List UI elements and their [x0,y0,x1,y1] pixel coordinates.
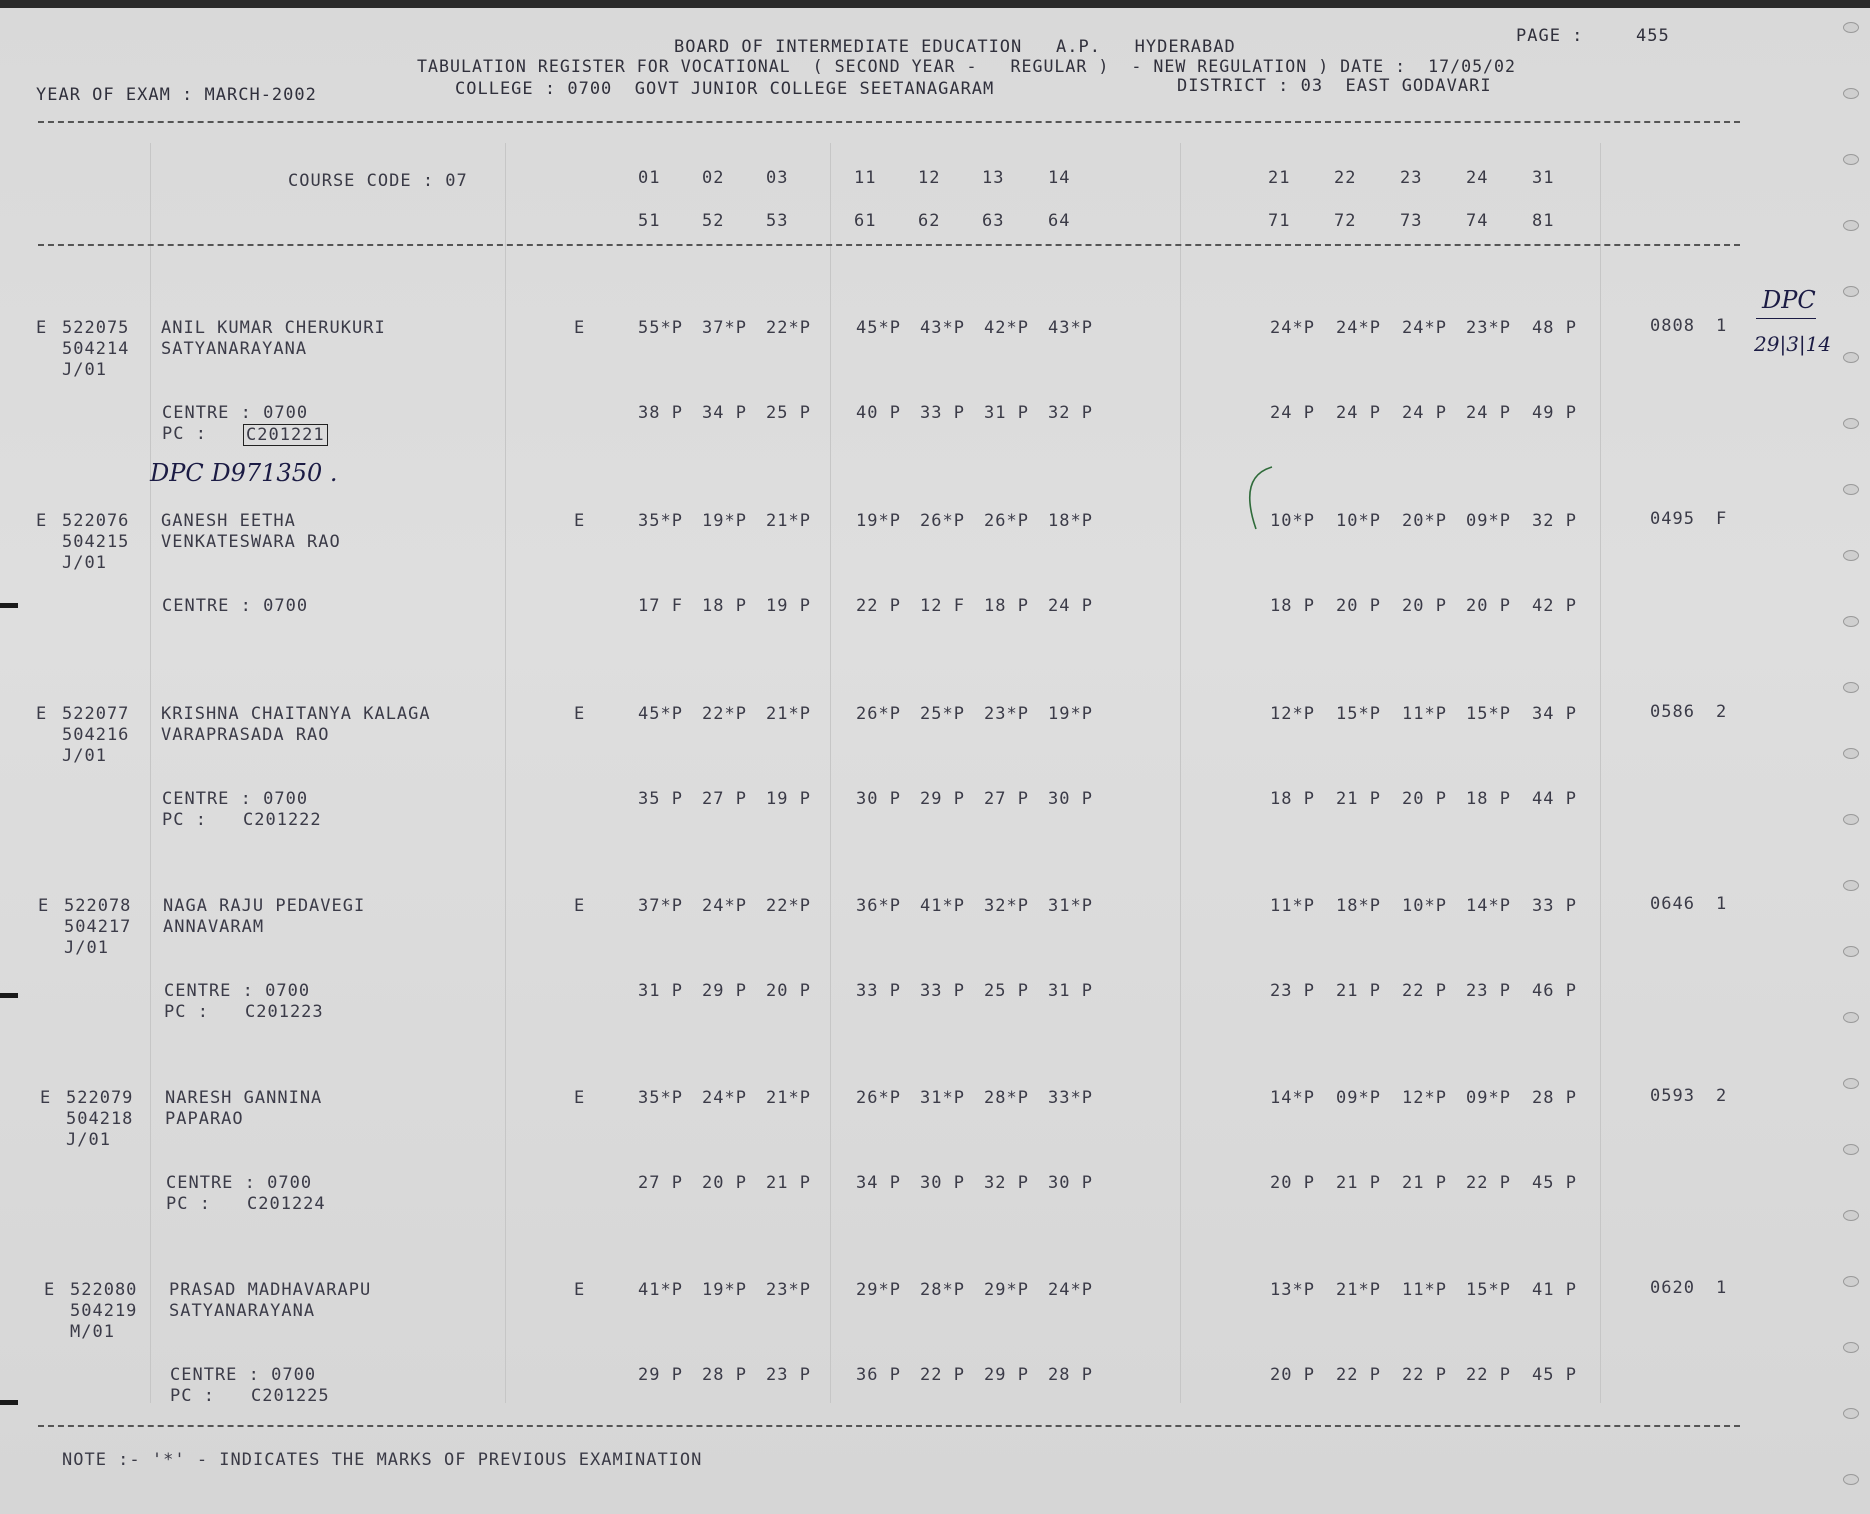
father-name: SATYANARAYANA [169,1301,316,1321]
medium: E [574,1280,586,1300]
mark: 29 P [984,1365,1029,1385]
mark: 29*P [984,1280,1029,1300]
column-code: 31 [1532,168,1555,188]
record-type: E [36,511,48,531]
handwritten-annotation: DPC D971350 . [150,459,338,487]
binder-hole [1843,682,1859,693]
mark: 25*P [920,704,965,724]
column-code: 52 [702,211,725,231]
pc-label: PC : [162,424,207,444]
result-code: 2 [1716,702,1728,722]
mark: 24 P [1048,596,1093,616]
binder-hole [1843,352,1859,363]
student-name: NAGA RAJU PEDAVEGI [163,896,366,916]
column-code: 24 [1466,168,1489,188]
column-code: 53 [766,211,789,231]
mark: 29 P [638,1365,683,1385]
centre-code: CENTRE : 0700 [170,1365,317,1385]
pc-label: PC : [166,1194,211,1214]
mark: 23 P [766,1365,811,1385]
mark: 15*P [1466,704,1511,724]
binder-hole [1843,1078,1859,1089]
mark: 21 P [1402,1173,1447,1193]
mark: 26*P [856,704,901,724]
student-name: NARESH GANNINA [165,1088,323,1108]
mark: 20 P [1402,596,1447,616]
mark: 22 P [920,1365,965,1385]
mark: 31 P [984,403,1029,423]
registration-number: 522077 [62,704,130,724]
mark: 41*P [920,896,965,916]
binder-hole [1843,1342,1859,1353]
column-code: 71 [1268,211,1291,231]
mark: 27 P [702,789,747,809]
mark: 22*P [702,704,747,724]
mark: 33 P [856,981,901,1001]
mark: 37*P [638,896,683,916]
mark: 32*P [984,896,1029,916]
mark: 21 P [766,1173,811,1193]
mark: 21*P [766,704,811,724]
mark: 15*P [1336,704,1381,724]
mark: 21*P [766,1088,811,1108]
mark: 18 P [1270,596,1315,616]
column-code: 13 [982,168,1005,188]
column-code: 14 [1048,168,1071,188]
mark: 24 P [1270,403,1315,423]
medium: E [574,1088,586,1108]
mark: 29 P [920,789,965,809]
centre-code: CENTRE : 0700 [162,403,309,423]
medium: E [574,511,586,531]
mark: 45*P [856,318,901,338]
pc-label: PC : [170,1386,215,1406]
mark: 22 P [1336,1365,1381,1385]
handwritten-date: 29|3|14 [1754,332,1832,356]
registration-number: 522075 [62,318,130,338]
mark: 25 P [984,981,1029,1001]
group-code: M/01 [70,1322,115,1342]
mark: 12*P [1270,704,1315,724]
binder-hole [1843,88,1859,99]
mark: 12*P [1402,1088,1447,1108]
mark: 45 P [1532,1173,1577,1193]
centre-code: CENTRE : 0700 [162,596,309,616]
handwritten-note: DPC [1762,286,1816,314]
mark: 18*P [1048,511,1093,531]
binder-hole [1843,286,1859,297]
pc-label: PC : [162,810,207,830]
mark: 14*P [1270,1088,1315,1108]
mark: 55*P [638,318,683,338]
mark: 21 P [1336,789,1381,809]
mark: 29 P [702,981,747,1001]
mark: 48 P [1532,318,1577,338]
column-code: 72 [1334,211,1357,231]
mark: 28 P [1532,1088,1577,1108]
column-rule [830,143,831,1403]
divider [38,1425,1740,1427]
mark: 20 P [766,981,811,1001]
result-code: 1 [1716,894,1728,914]
total-marks: 0808 [1650,316,1695,336]
mark: 24*P [702,896,747,916]
mark: 23 P [1270,981,1315,1001]
mark: 33 P [920,403,965,423]
column-code: 61 [854,211,877,231]
binder-hole [1843,946,1859,957]
column-rule [505,143,506,1403]
binder-clip [0,1400,18,1405]
column-code: 11 [854,168,877,188]
binder-hole [1843,154,1859,165]
course-code: COURSE CODE : 07 [288,171,468,191]
column-rule [1600,143,1601,1403]
column-rule [1180,143,1181,1403]
mark: 10*P [1336,511,1381,531]
father-name: VARAPRASADA RAO [161,725,330,745]
mark: 14*P [1466,896,1511,916]
mark: 38 P [638,403,683,423]
mark: 12 F [920,596,965,616]
mark: 42*P [984,318,1029,338]
district-line: DISTRICT : 03 EAST GODAVARI [1177,76,1492,96]
binder-hole [1843,1144,1859,1155]
mark: 19 P [766,789,811,809]
mark: 34 P [702,403,747,423]
mark: 18 P [984,596,1029,616]
total-marks: 0495 [1650,509,1695,529]
mark: 45 P [1532,1365,1577,1385]
mark: 28 P [1048,1365,1093,1385]
mark: 42 P [1532,596,1577,616]
binder-clip [0,993,18,998]
binder-hole [1843,880,1859,891]
mark: 41*P [638,1280,683,1300]
mark: 20*P [1402,511,1447,531]
column-code: 63 [982,211,1005,231]
binder-hole [1843,1408,1859,1419]
mark: 11*P [1402,1280,1447,1300]
mark: 23*P [766,1280,811,1300]
mark: 22 P [1466,1173,1511,1193]
binder-hole [1843,220,1859,231]
binder-hole [1843,418,1859,429]
mark: 22*P [766,318,811,338]
mark: 20 P [702,1173,747,1193]
pc-number: C201225 [251,1386,330,1406]
mark: 30 P [1048,789,1093,809]
hall-ticket-number: 504215 [62,532,130,552]
medium: E [574,704,586,724]
mark: 18*P [1336,896,1381,916]
mark: 40 P [856,403,901,423]
father-name: SATYANARAYANA [161,339,308,359]
mark: 49 P [1532,403,1577,423]
column-code: 74 [1466,211,1489,231]
mark: 09*P [1466,511,1511,531]
result-code: 1 [1716,316,1728,336]
mark: 21*P [1336,1280,1381,1300]
mark: 24 P [1336,403,1381,423]
mark: 22 P [1402,1365,1447,1385]
record-type: E [36,704,48,724]
result-code: 1 [1716,1278,1728,1298]
mark: 43*P [1048,318,1093,338]
mark: 10*P [1402,896,1447,916]
board-title: BOARD OF INTERMEDIATE EDUCATION A.P. HYDERABAD [674,37,1236,57]
mark: 22*P [766,896,811,916]
college-line: COLLEGE : 0700 GOVT JUNIOR COLLEGE SEETANAGARAM [455,79,995,99]
student-name: ANIL KUMAR CHERUKURI [161,318,386,338]
total-marks: 0586 [1650,702,1695,722]
page-number: 455 [1636,26,1670,46]
column-code: 81 [1532,211,1555,231]
mark: 36 P [856,1365,901,1385]
mark: 35*P [638,1088,683,1108]
group-code: J/01 [64,938,109,958]
pc-number: C201223 [245,1002,324,1022]
pc-number: C201224 [247,1194,326,1214]
centre-code: CENTRE : 0700 [164,981,311,1001]
mark: 24*P [702,1088,747,1108]
medium: E [574,896,586,916]
page-label: PAGE : [1516,26,1584,46]
binder-hole [1843,814,1859,825]
mark: 24*P [1402,318,1447,338]
mark: 33*P [1048,1088,1093,1108]
mark: 31*P [920,1088,965,1108]
result-code: 2 [1716,1086,1728,1106]
mark: 19*P [856,511,901,531]
mark: 43*P [920,318,965,338]
registration-number: 522078 [64,896,132,916]
mark: 20 P [1270,1173,1315,1193]
mark: 27 P [638,1173,683,1193]
record-type: E [36,318,48,338]
column-code: 73 [1400,211,1423,231]
binder-hole [1843,1276,1859,1287]
mark: 17 F [638,596,683,616]
binder-hole [1843,1474,1859,1485]
medium: E [574,318,586,338]
mark: 28 P [702,1365,747,1385]
column-code: 51 [638,211,661,231]
mark: 45*P [638,704,683,724]
mark: 25 P [766,403,811,423]
column-code: 03 [766,168,789,188]
mark: 20 P [1402,789,1447,809]
group-code: J/01 [66,1130,111,1150]
column-code: 21 [1268,168,1291,188]
mark: 31 P [638,981,683,1001]
hall-ticket-number: 504217 [64,917,132,937]
father-name: VENKATESWARA RAO [161,532,341,552]
mark: 36*P [856,896,901,916]
column-rule [150,143,151,1403]
registration-number: 522080 [70,1280,138,1300]
mark: 46 P [1532,981,1577,1001]
hall-ticket-number: 504216 [62,725,130,745]
mark: 31 P [1048,981,1093,1001]
handwritten-underline [1756,318,1816,319]
mark: 20 P [1336,596,1381,616]
mark: 24 P [1466,403,1511,423]
mark: 19*P [702,511,747,531]
mark: 30 P [920,1173,965,1193]
group-code: J/01 [62,360,107,380]
binder-hole [1843,22,1859,33]
mark: 32 P [1532,511,1577,531]
record-type: E [44,1280,56,1300]
column-code: 01 [638,168,661,188]
mark: 21*P [766,511,811,531]
record-type: E [38,896,50,916]
mark: 24 P [1402,403,1447,423]
footnote: NOTE :- '*' - INDICATES THE MARKS OF PREVIOUS EXAMINATION [62,1450,703,1470]
mark: 22 P [1402,981,1447,1001]
column-code: 22 [1334,168,1357,188]
mark: 22 P [1466,1365,1511,1385]
pc-number: C201222 [243,810,322,830]
register-sheet [0,8,1870,1514]
mark: 30 P [1048,1173,1093,1193]
hall-ticket-number: 504218 [66,1109,134,1129]
group-code: J/01 [62,746,107,766]
binder-hole [1843,550,1859,561]
mark: 18 P [1270,789,1315,809]
mark: 28*P [984,1088,1029,1108]
binder-hole [1843,748,1859,759]
binder-hole [1843,616,1859,627]
mark: 22 P [856,596,901,616]
register-title: TABULATION REGISTER FOR VOCATIONAL ( SECOND YEAR - REGULAR ) - NEW REGULATION ) DATE : 17/05/02 [417,57,1517,76]
mark: 21 P [1336,981,1381,1001]
mark: 18 P [1466,789,1511,809]
mark: 21 P [1336,1173,1381,1193]
mark: 34 P [856,1173,901,1193]
mark: 35*P [638,511,683,531]
mark: 09*P [1336,1088,1381,1108]
divider [38,244,1740,246]
mark: 11*P [1402,704,1447,724]
mark: 35 P [638,789,683,809]
mark: 26*P [984,511,1029,531]
student-name: PRASAD MADHAVARAPU [169,1280,372,1300]
total-marks: 0620 [1650,1278,1695,1298]
mark: 33 P [1532,896,1577,916]
total-marks: 0646 [1650,894,1695,914]
binder-hole [1843,1012,1859,1023]
mark: 19*P [1048,704,1093,724]
group-code: J/01 [62,553,107,573]
column-code: 02 [702,168,725,188]
mark: 20 P [1270,1365,1315,1385]
column-code: 64 [1048,211,1071,231]
mark: 41 P [1532,1280,1577,1300]
mark: 09*P [1466,1088,1511,1108]
mark: 23 P [1466,981,1511,1001]
mark: 20 P [1466,596,1511,616]
mark: 26*P [856,1088,901,1108]
mark: 19*P [702,1280,747,1300]
mark: 24*P [1336,318,1381,338]
mark: 24*P [1270,318,1315,338]
mark: 44 P [1532,789,1577,809]
total-marks: 0593 [1650,1086,1695,1106]
pc-number: C201221 [243,424,328,446]
mark: 15*P [1466,1280,1511,1300]
centre-code: CENTRE : 0700 [162,789,309,809]
binder-hole [1843,1210,1859,1221]
centre-code: CENTRE : 0700 [166,1173,313,1193]
mark: 24*P [1048,1280,1093,1300]
father-name: ANNAVARAM [163,917,265,937]
mark: 23*P [984,704,1029,724]
divider [38,121,1740,123]
registration-number: 522079 [66,1088,134,1108]
mark: 32 P [1048,403,1093,423]
hall-ticket-number: 504214 [62,339,130,359]
mark: 33 P [920,981,965,1001]
year-of-exam: YEAR OF EXAM : MARCH-2002 [36,85,317,105]
mark: 10*P [1270,511,1315,531]
hall-ticket-number: 504219 [70,1301,138,1321]
mark: 31*P [1048,896,1093,916]
mark: 27 P [984,789,1029,809]
mark: 30 P [856,789,901,809]
green-pen-mark [1240,463,1280,533]
father-name: PAPARAO [165,1109,244,1129]
mark: 32 P [984,1173,1029,1193]
mark: 34 P [1532,704,1577,724]
column-code: 62 [918,211,941,231]
binder-hole [1843,484,1859,495]
mark: 19 P [766,596,811,616]
result-code: F [1716,509,1728,529]
mark: 23*P [1466,318,1511,338]
mark: 13*P [1270,1280,1315,1300]
binder-clip [0,603,18,608]
registration-number: 522076 [62,511,130,531]
column-code: 12 [918,168,941,188]
record-type: E [40,1088,52,1108]
mark: 26*P [920,511,965,531]
mark: 29*P [856,1280,901,1300]
pc-label: PC : [164,1002,209,1022]
mark: 28*P [920,1280,965,1300]
mark: 37*P [702,318,747,338]
student-name: GANESH EETHA [161,511,296,531]
mark: 18 P [702,596,747,616]
student-name: KRISHNA CHAITANYA KALAGA [161,704,431,724]
mark: 11*P [1270,896,1315,916]
column-code: 23 [1400,168,1423,188]
